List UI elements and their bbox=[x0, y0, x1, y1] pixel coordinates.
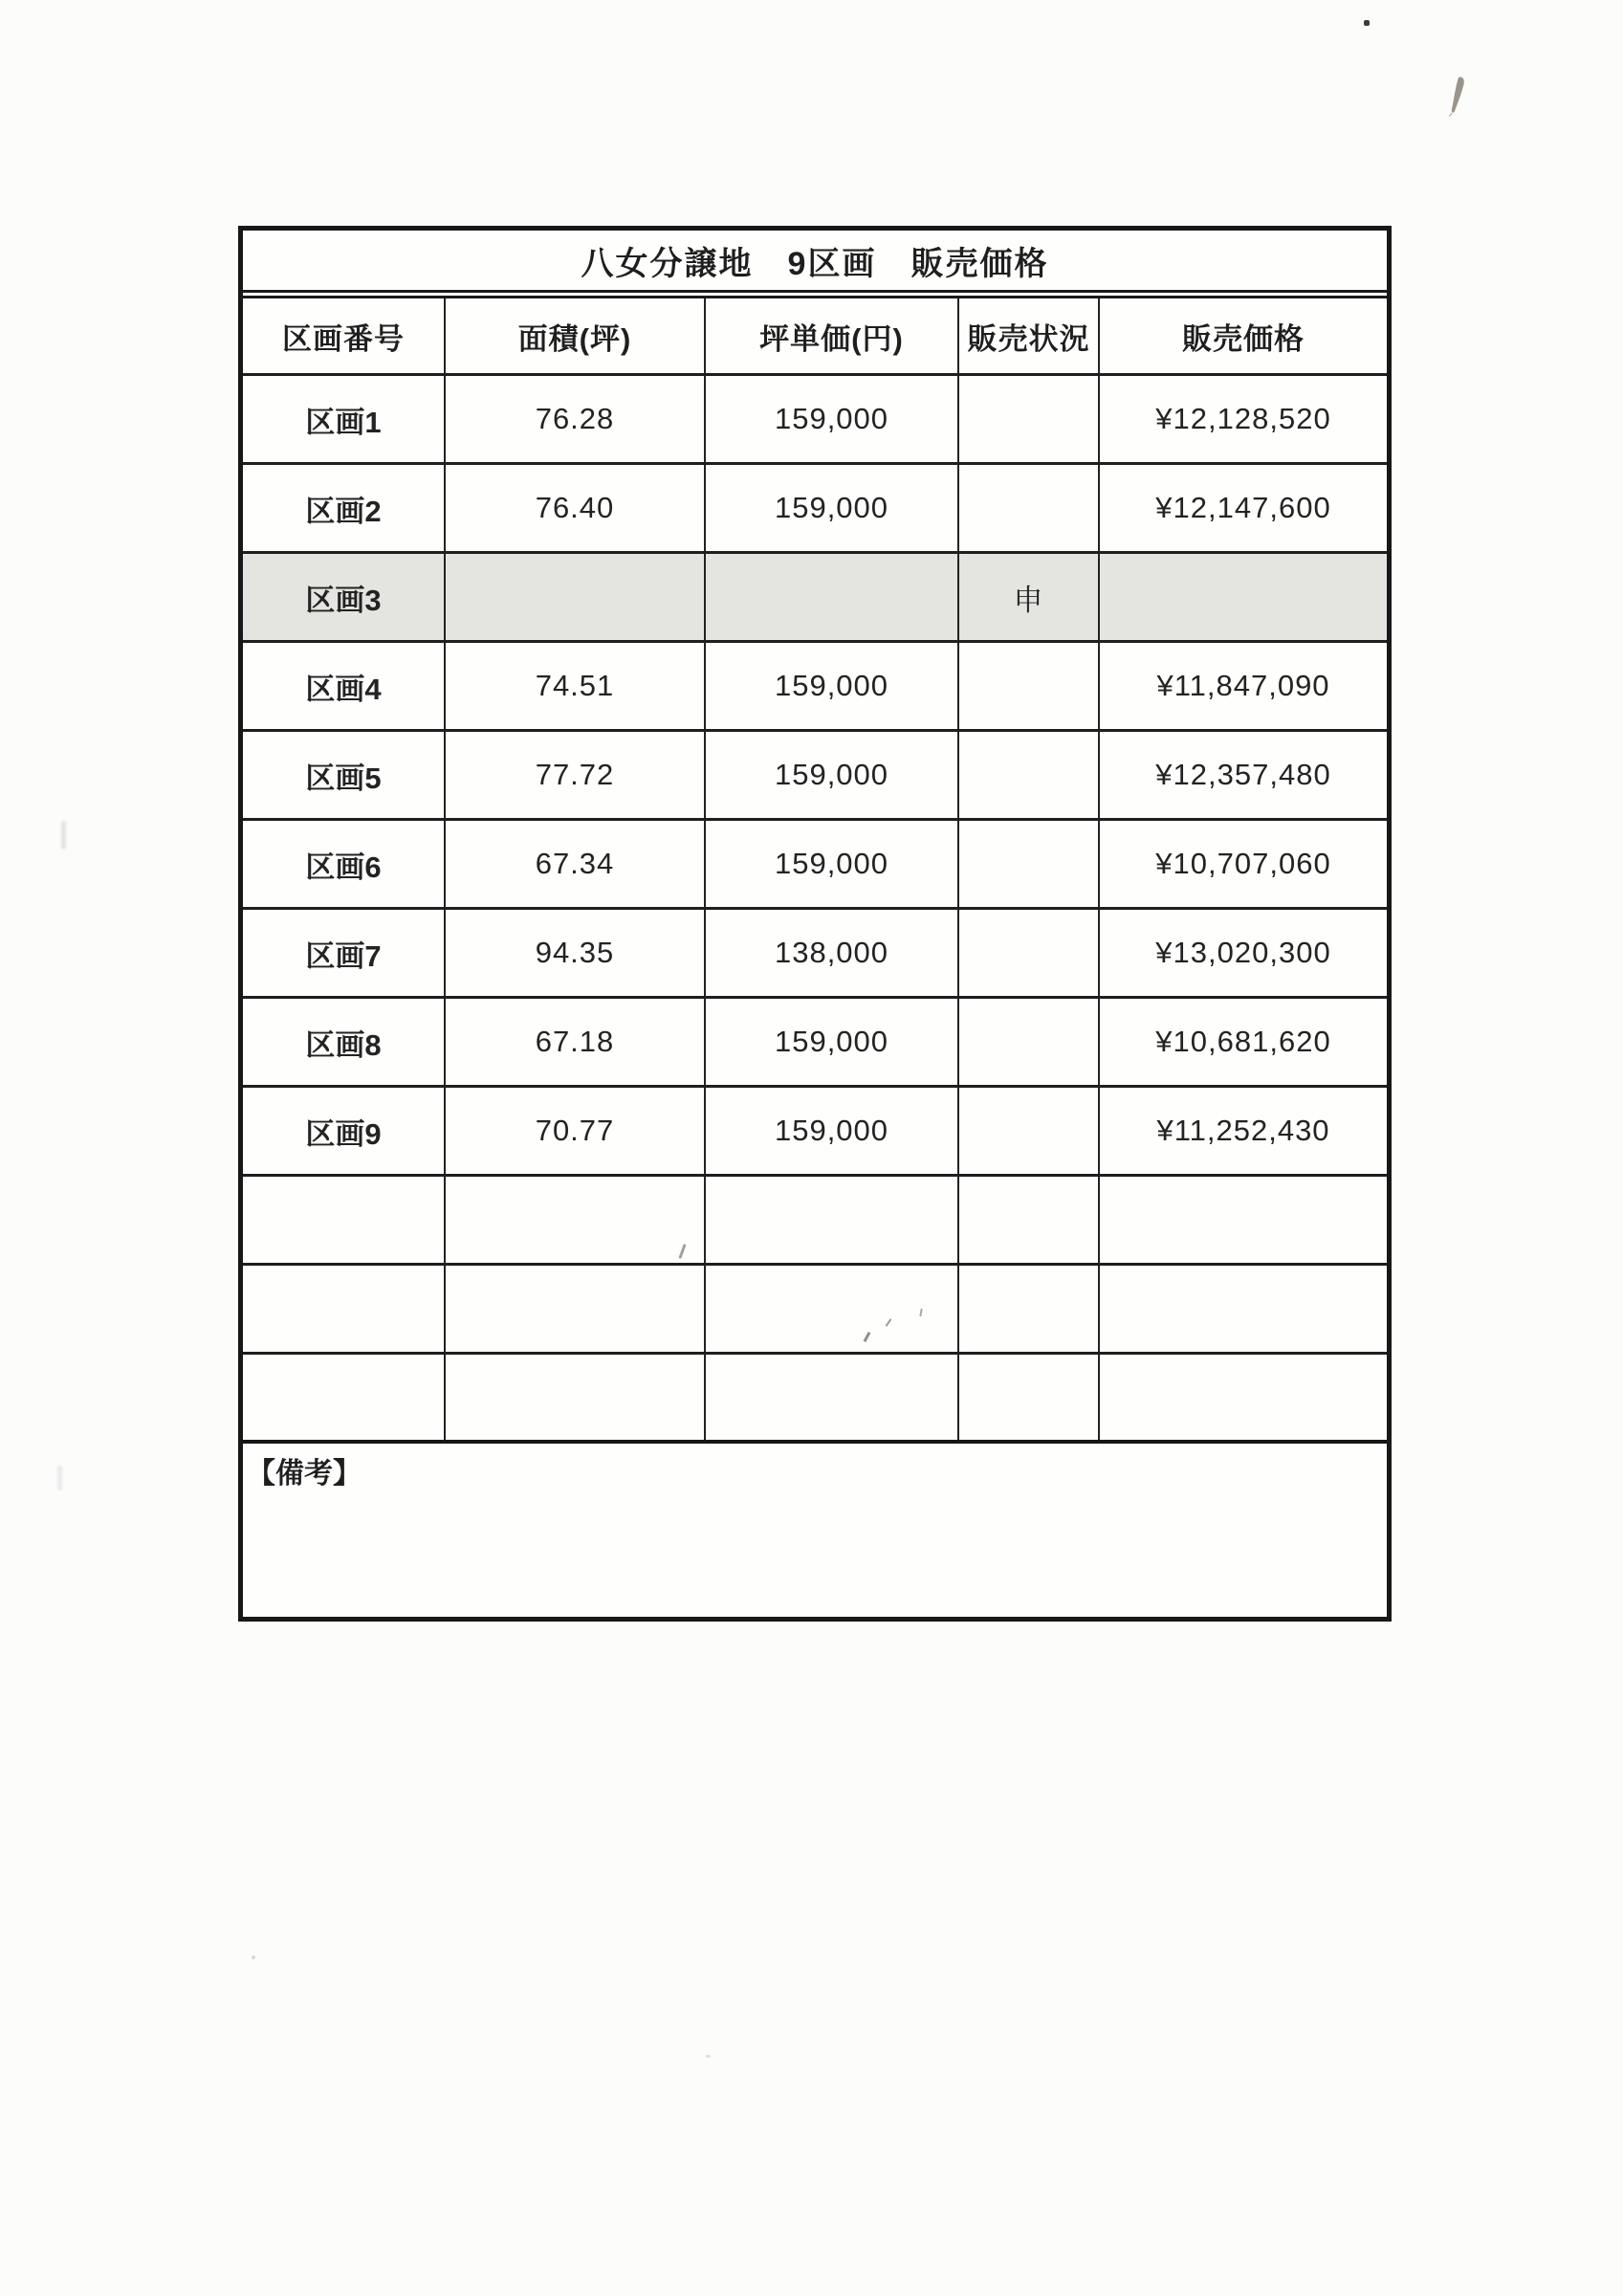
cell-area: 76.40 bbox=[446, 465, 706, 551]
cell-sales-status bbox=[959, 999, 1100, 1085]
cell-unit-price bbox=[706, 1177, 959, 1263]
cell-lot-number bbox=[243, 1266, 446, 1352]
table-row bbox=[243, 732, 1387, 821]
cell-area: 77.72 bbox=[446, 732, 706, 818]
table-row bbox=[243, 1088, 1387, 1177]
header-unit-price: 坪単価(円) bbox=[706, 298, 959, 373]
cell-sales-status bbox=[959, 1266, 1100, 1352]
cell-area bbox=[446, 1177, 706, 1263]
cell-sales-price: ¥12,128,520 bbox=[1155, 402, 1331, 435]
cell-area bbox=[446, 1355, 706, 1440]
cell-area: 94.35 bbox=[446, 910, 706, 996]
table-row bbox=[243, 643, 1387, 732]
pen-stroke-artifact bbox=[1446, 77, 1469, 119]
scan-smudge-artifact bbox=[61, 821, 66, 850]
cell-sales-status bbox=[959, 465, 1100, 551]
table-row bbox=[243, 1266, 1387, 1355]
table-row bbox=[243, 821, 1387, 910]
cell-sales-status bbox=[959, 643, 1100, 729]
cell-sales-status bbox=[959, 1088, 1100, 1174]
cell-sales-status bbox=[959, 1177, 1100, 1263]
cell-unit-price: 159,000 bbox=[706, 465, 959, 551]
cell-unit-price: 159,000 bbox=[706, 643, 959, 729]
cell-sales-price: ¥11,847,090 bbox=[1156, 669, 1330, 702]
cell-unit-price bbox=[706, 1355, 959, 1440]
cell-sales-status: 申 bbox=[959, 554, 1100, 640]
cell-unit-price: 159,000 bbox=[706, 1088, 959, 1174]
cell-area: 74.51 bbox=[446, 643, 706, 729]
cell-lot-number: 区画7 bbox=[243, 910, 446, 996]
table-row bbox=[243, 554, 1387, 643]
header-lot-number: 区画番号 bbox=[243, 298, 446, 373]
scan-speck-artifact bbox=[706, 2055, 711, 2058]
cell-unit-price: 159,000 bbox=[706, 821, 959, 907]
cell-area bbox=[446, 554, 706, 640]
cell-unit-price bbox=[706, 1266, 959, 1352]
table-row bbox=[243, 465, 1387, 554]
cell-sales-price bbox=[1100, 1355, 1387, 1440]
cell-lot-number: 区画6 bbox=[243, 821, 446, 907]
cell-sales-price: ¥12,357,480 bbox=[1155, 758, 1331, 791]
cell-unit-price: 159,000 bbox=[706, 999, 959, 1085]
table-row bbox=[243, 376, 1387, 465]
cell-area: 70.77 bbox=[446, 1088, 706, 1174]
cell-lot-number: 区画5 bbox=[243, 732, 446, 818]
cell-lot-number: 区画4 bbox=[243, 643, 446, 729]
cell-lot-number: 区画1 bbox=[243, 376, 446, 462]
cell-lot-number: 区画3 bbox=[243, 554, 446, 640]
cell-sales-price: ¥10,707,060 bbox=[1155, 847, 1331, 880]
table-title: 八女分譲地 9区画 販売価格 bbox=[243, 231, 1387, 298]
cell-area: 67.34 bbox=[446, 821, 706, 907]
cell-lot-number: 区画8 bbox=[243, 999, 446, 1085]
cell-area: 67.18 bbox=[446, 999, 706, 1085]
cell-sales-price: ¥10,681,620 bbox=[1155, 1025, 1331, 1058]
table-row bbox=[243, 910, 1387, 999]
cell-sales-price bbox=[1100, 1177, 1387, 1263]
header-sales-price: 販売価格 bbox=[1182, 321, 1305, 356]
cell-area bbox=[446, 1266, 706, 1352]
cell-unit-price bbox=[706, 554, 959, 640]
cell-sales-price bbox=[1100, 1266, 1387, 1352]
cell-lot-number bbox=[243, 1177, 446, 1263]
scan-smudge-artifact bbox=[57, 1466, 62, 1490]
cell-lot-number: 区画9 bbox=[243, 1088, 446, 1174]
price-table bbox=[238, 226, 1392, 1622]
header-sales-status: 販売状況 bbox=[959, 298, 1100, 373]
cell-lot-number bbox=[243, 1355, 446, 1440]
cell-area: 76.28 bbox=[446, 376, 706, 462]
cell-sales-status bbox=[959, 821, 1100, 907]
cell-unit-price: 138,000 bbox=[706, 910, 959, 996]
table-row bbox=[243, 1177, 1387, 1266]
cell-sales-status bbox=[959, 1355, 1100, 1440]
cell-sales-price: ¥13,020,300 bbox=[1155, 936, 1331, 969]
cell-unit-price: 159,000 bbox=[706, 732, 959, 818]
header-area: 面積(坪) bbox=[446, 298, 706, 373]
cell-sales-price: ¥12,147,600 bbox=[1155, 491, 1331, 524]
table-row bbox=[243, 1355, 1387, 1444]
table-row bbox=[243, 999, 1387, 1088]
cell-sales-status bbox=[959, 910, 1100, 996]
cell-sales-price: ¥11,252,430 bbox=[1156, 1114, 1330, 1147]
scan-dot-artifact bbox=[1364, 20, 1370, 26]
remarks-label: 【備考】 bbox=[247, 1458, 362, 1490]
cell-sales-status bbox=[959, 732, 1100, 818]
scan-speck-artifact bbox=[252, 1955, 255, 1959]
cell-lot-number: 区画2 bbox=[243, 465, 446, 551]
cell-sales-status bbox=[959, 376, 1100, 462]
cell-sales-price bbox=[1100, 554, 1387, 640]
table-header-row bbox=[243, 298, 1387, 376]
cell-unit-price: 159,000 bbox=[706, 376, 959, 462]
remarks-section bbox=[243, 1444, 1387, 1617]
